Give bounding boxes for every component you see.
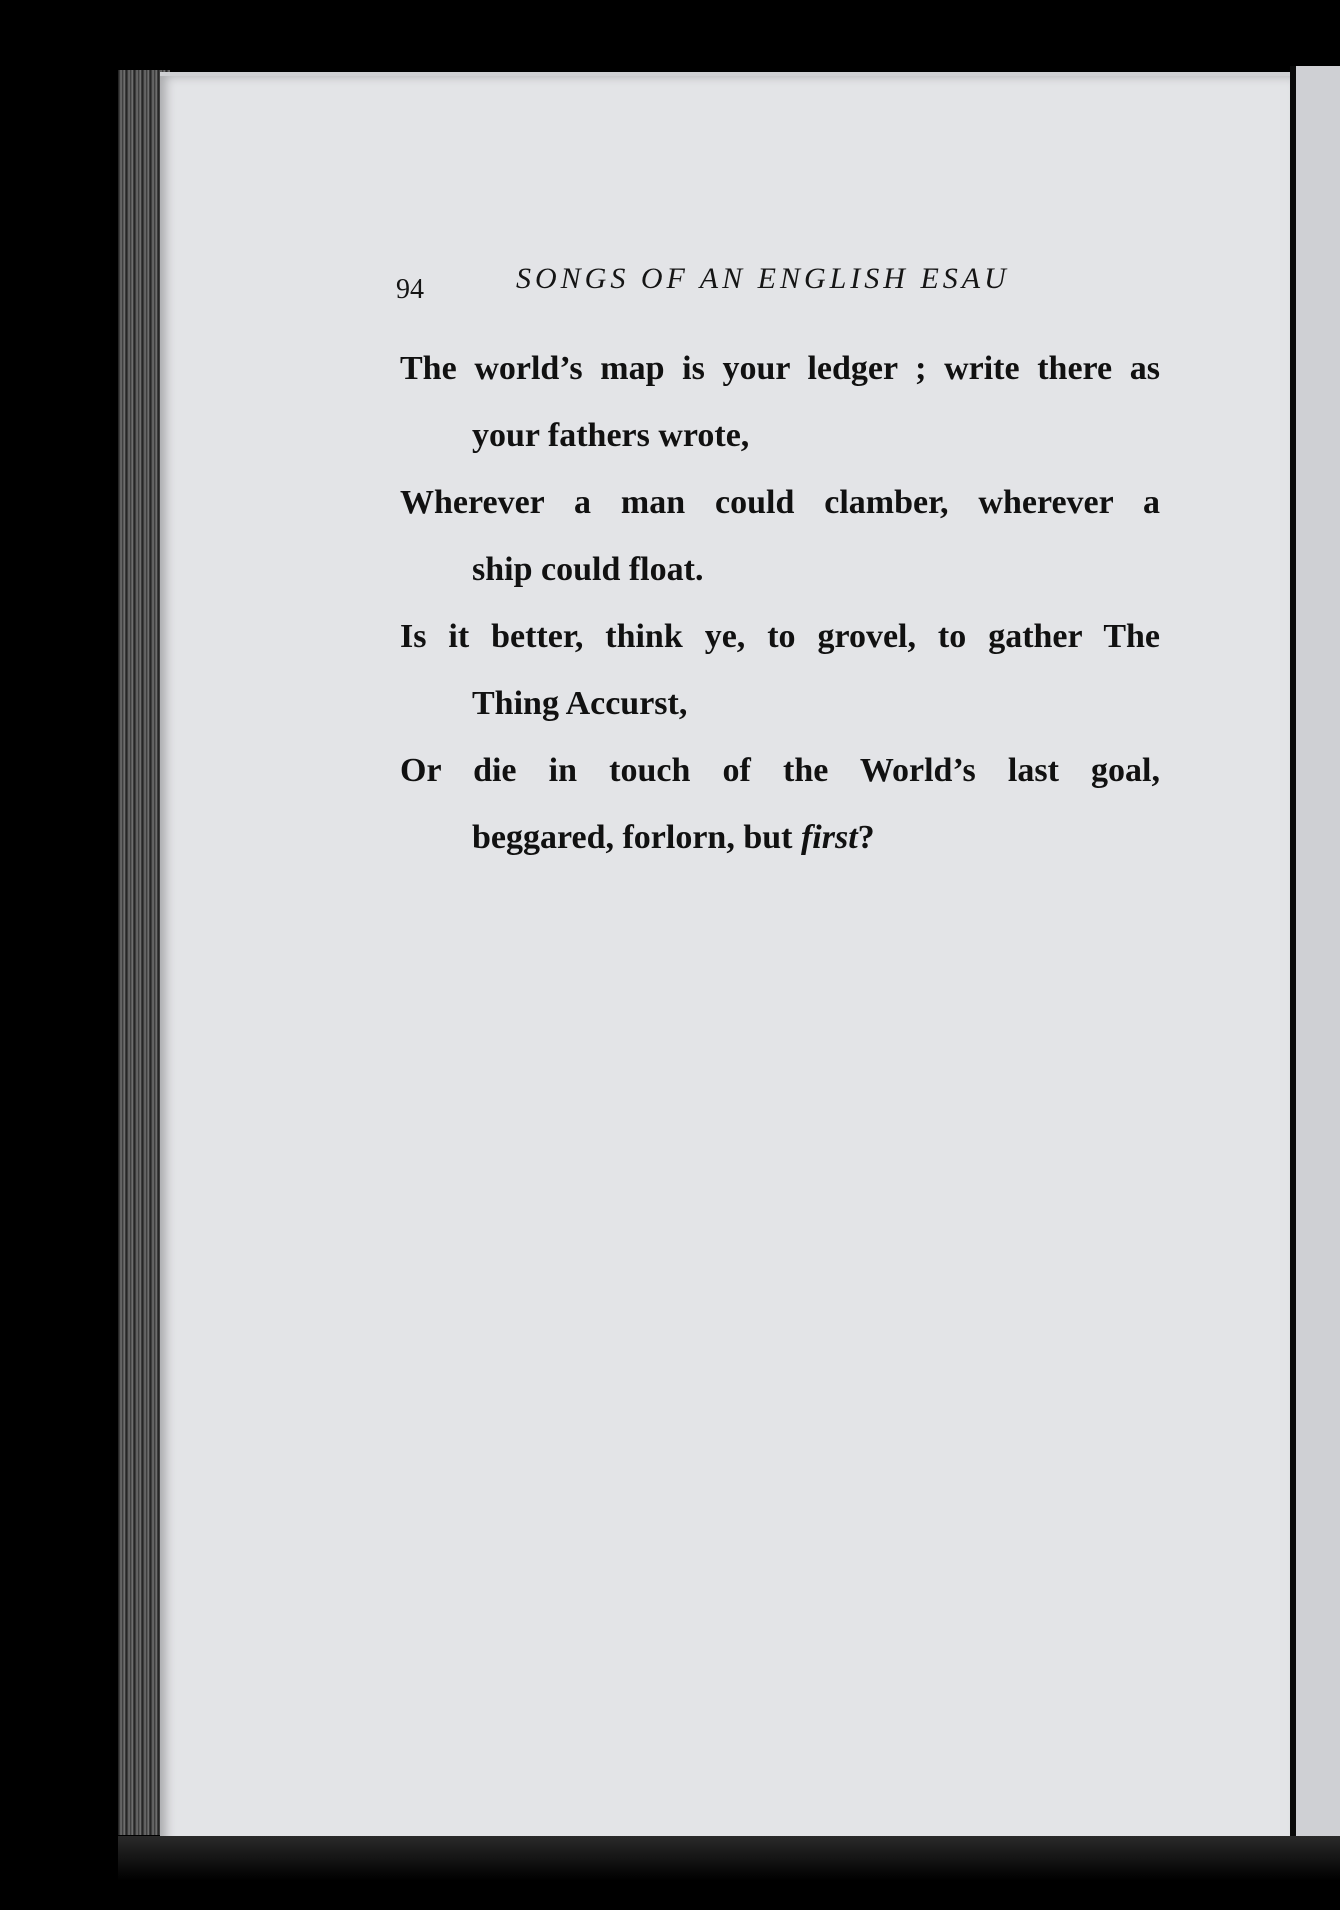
verse-line: Wherever a man could clamber, wherever a <box>400 484 1160 521</box>
running-title: SONGS OF AN ENGLISH ESAU <box>516 262 1010 295</box>
verse-line: Or die in touch of the World’s last goal, <box>400 752 1160 789</box>
verse-line-continuation: Thing Accurst, <box>472 685 688 722</box>
verse-line: The world’s map is your ledger ; write there as <box>400 350 1160 387</box>
verse-text: beggared, forlorn, but <box>472 819 801 856</box>
verse-line-continuation: your fathers wrote, <box>472 417 750 454</box>
verse-text: ? <box>857 819 875 856</box>
verse-line: Is it better, think ye, to grovel, to gather The <box>400 618 1160 655</box>
verse-line-continuation: ship could float. <box>472 551 704 588</box>
verse-line-continuation <box>400 804 1160 871</box>
page-number: 94 <box>396 274 424 305</box>
next-page-edge <box>1296 66 1340 1846</box>
running-head <box>396 262 1156 312</box>
verse-stanza <box>400 335 1160 871</box>
bottom-shadow <box>118 1836 1340 1910</box>
emphasized-word: first <box>800 819 858 856</box>
